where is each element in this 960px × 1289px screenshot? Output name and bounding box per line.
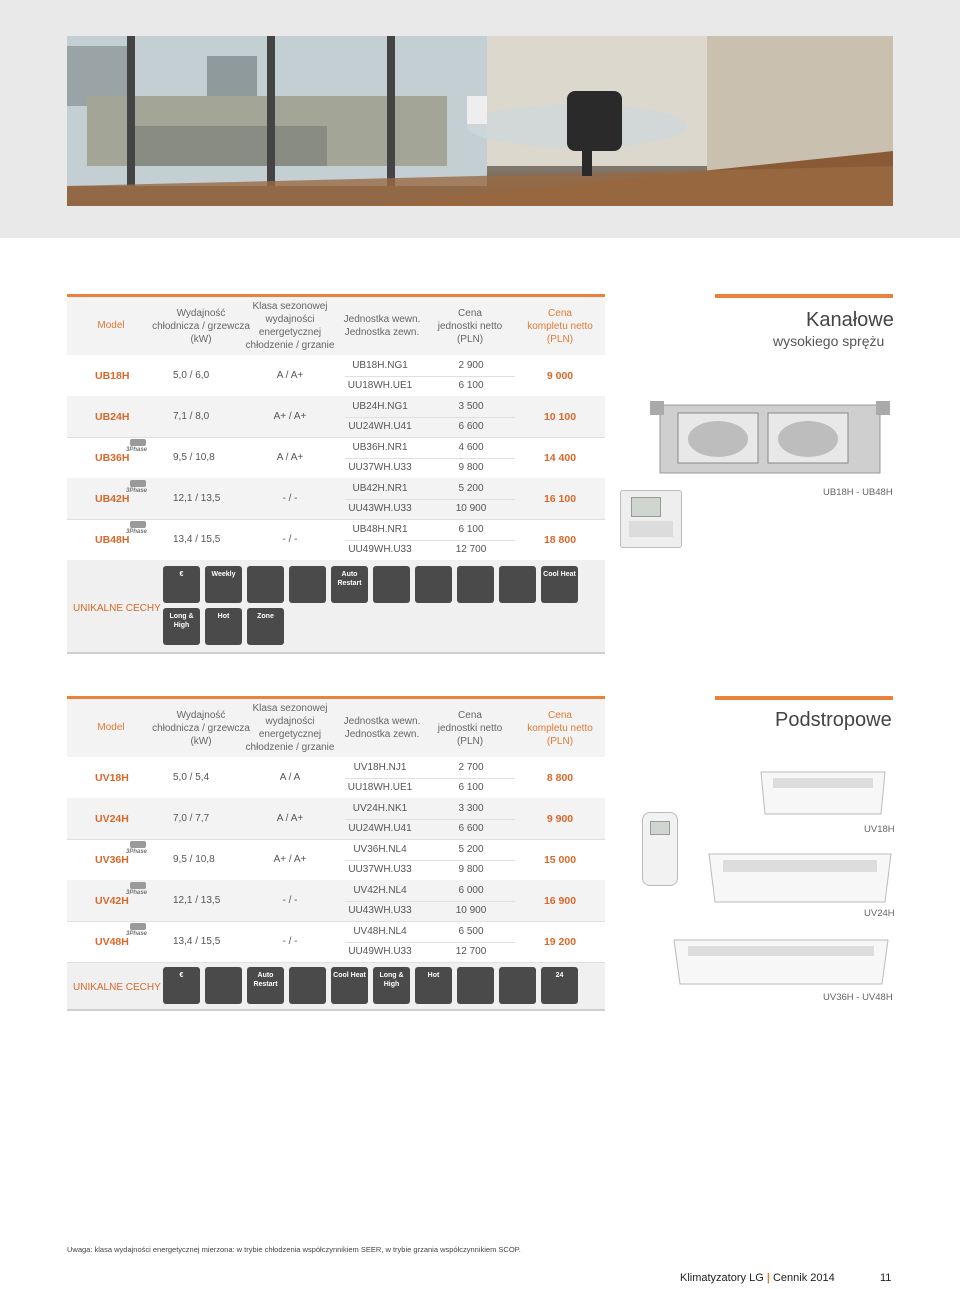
features-label: UNIKALNE CECHY: [73, 982, 161, 993]
cool-heat-icon: Cool Heat: [541, 566, 578, 603]
table-row-indoor-unit: UB24H.NG1: [352, 401, 408, 412]
header-energy-class: Klasa sezonowej wydajności energetycznej chłodzenie / grzanie: [245, 301, 335, 351]
table-row-indoor-price: 4 600: [458, 442, 484, 453]
thermometer-icon: [499, 566, 536, 603]
table-row-model: UV18H: [95, 772, 129, 784]
table-row-model: UB42H: [95, 493, 130, 505]
row-divider: [345, 540, 515, 541]
header-capacity: Wydajność chłodnicza / grzewcza (kW): [152, 308, 250, 345]
table-row-capacity: 9,5 / 10,8: [173, 854, 215, 865]
footer: [680, 1272, 835, 1284]
title-accent-bar: [715, 696, 893, 700]
table-row-energy-class: A / A+: [276, 813, 304, 824]
table-row-outdoor-unit: UU43WH.U33: [348, 905, 412, 916]
section-subtitle: wysokiego sprężu: [773, 333, 885, 349]
table-row-outdoor-price: 10 900: [455, 503, 487, 514]
header-capacity: Wydajność chłodnicza / grzewcza (kW): [152, 710, 250, 747]
table-row-outdoor-unit: UU18WH.UE1: [347, 782, 413, 793]
table-row-energy-class: - / -: [282, 493, 298, 504]
table-row-indoor-price: 6 100: [458, 524, 484, 535]
table-row-energy-class: - / -: [282, 534, 298, 545]
table-row-set-price: 15 000: [543, 854, 577, 866]
header-units: Jednostka wewn. Jednostka zewn.: [343, 314, 421, 338]
office-photo: [67, 36, 893, 206]
table-row-indoor-price: 3 500: [458, 401, 484, 412]
table-row-outdoor-unit: UU24WH.U41: [348, 823, 412, 834]
page-number: 11: [880, 1272, 892, 1284]
table-row-model: UV48H: [95, 936, 129, 948]
header-model: Model: [97, 722, 125, 733]
table-row-indoor-price: 2 700: [458, 762, 484, 773]
table-row-model: UV36H: [95, 854, 129, 866]
cool-heat-icon: Cool Heat: [331, 967, 368, 1004]
three-phase-icon: 3Phase: [126, 841, 150, 857]
table-row-indoor-price: 5 200: [458, 844, 484, 855]
table-row-model: UB48H: [95, 534, 130, 546]
header-energy-class: Klasa sezonowej wydajności energetycznej chłodzenie / grzanie: [245, 703, 335, 753]
table-row-outdoor-price: 9 800: [458, 462, 484, 473]
energy-euro-icon: €: [163, 566, 200, 603]
row-divider: [345, 860, 515, 861]
ceiling-unit-uv18h-image: [757, 766, 889, 818]
ceiling-unit-uv48h-image: [670, 934, 892, 990]
table-row-model: UB36H: [95, 452, 130, 464]
table-row-indoor-unit: UB48H.NR1: [352, 524, 408, 535]
table-row-outdoor-price: 6 600: [458, 421, 484, 432]
table-row-capacity: 7,1 / 8,0: [173, 411, 210, 422]
energy-euro-icon: €: [163, 967, 200, 1004]
no-drain-icon: [205, 967, 242, 1004]
row-divider: [345, 458, 515, 459]
table-row-outdoor-unit: UU37WH.U33: [348, 462, 412, 473]
table-row-indoor-price: 6 500: [458, 926, 484, 937]
table-row-energy-class: A / A: [279, 772, 301, 783]
table-row-capacity: 9,5 / 10,8: [173, 452, 215, 463]
remote-controller-image: [642, 812, 678, 886]
table-row-outdoor-unit: UU43WH.U33: [348, 503, 412, 514]
table-row-energy-class: A+ / A+: [273, 854, 307, 865]
long-high-icon: Long & High: [163, 608, 200, 645]
table-row-set-price: 14 400: [543, 452, 577, 464]
table-row-indoor-unit: UV48H.NL4: [353, 926, 407, 937]
auto-restart-icon: Auto Restart: [247, 967, 284, 1004]
table-row-outdoor-price: 12 700: [455, 544, 487, 555]
table-row-set-price: 18 800: [543, 534, 577, 546]
features-bottom-border: [67, 652, 605, 654]
three-phase-icon: 3Phase: [126, 521, 150, 537]
table-row-outdoor-unit: UU49WH.U33: [348, 544, 412, 555]
table-row-model: UV24H: [95, 813, 129, 825]
table-row-set-price: 19 200: [543, 936, 577, 948]
group-control-icon: [289, 967, 326, 1004]
table-row-indoor-price: 3 300: [458, 803, 484, 814]
drain-pump-icon: [247, 566, 284, 603]
three-phase-icon: 3Phase: [126, 923, 150, 939]
duct-unit-image: [648, 399, 890, 479]
hot-start-icon: Hot: [415, 967, 452, 1004]
table-row-outdoor-unit: UU24WH.U41: [348, 421, 412, 432]
weekly-timer-icon: Weekly: [205, 566, 242, 603]
central-control-icon: [415, 566, 452, 603]
table-header: [67, 699, 605, 757]
three-phase-icon: 3Phase: [126, 439, 150, 455]
header-unit-price: Cena jednostki netto (PLN): [437, 710, 503, 747]
product-caption-uv18h: UV18H: [864, 824, 895, 835]
row-border: [67, 839, 605, 840]
table-row-set-price: 8 800: [546, 772, 574, 784]
table-row-energy-class: - / -: [282, 895, 298, 906]
table-row-capacity: 12,1 / 13,5: [173, 493, 221, 504]
table-row-indoor-unit: UV24H.NK1: [352, 803, 408, 814]
table-row-set-price: 9 900: [546, 813, 574, 825]
footer-brand: Klimatyzatory LG: [680, 1272, 764, 1284]
child-lock-icon: [457, 566, 494, 603]
zone-control-icon: Zone: [247, 608, 284, 645]
row-divider: [345, 376, 515, 377]
table-row-set-price: 9 000: [546, 370, 574, 382]
table-row-capacity: 7,0 / 7,7: [173, 813, 210, 824]
hot-start-icon: Hot: [205, 608, 242, 645]
table-header: [67, 297, 605, 355]
wireless-remote-icon: [457, 967, 494, 1004]
header-set-price: Cena kompletu netto (PLN): [527, 308, 593, 345]
table-row-indoor-unit: UV18H.NJ1: [353, 762, 407, 773]
header-model: Model: [97, 320, 125, 331]
title-accent-bar: [715, 294, 893, 298]
row-divider: [345, 417, 515, 418]
table-row-energy-class: A / A+: [276, 452, 304, 463]
product-caption: UB18H - UB48H: [823, 487, 893, 498]
frost-protection-icon: [499, 967, 536, 1004]
product-caption-uv24h: UV24H: [864, 908, 895, 919]
table-row-outdoor-price: 6 600: [458, 823, 484, 834]
table-row-indoor-unit: UB42H.NR1: [352, 483, 408, 494]
table-row-capacity: 13,4 / 15,5: [173, 534, 221, 545]
row-border: [67, 921, 605, 922]
table-row-outdoor-unit: UU49WH.U33: [348, 946, 412, 957]
footer-divider: |: [766, 1272, 770, 1284]
row-divider: [345, 819, 515, 820]
table-row-indoor-unit: UV42H.NL4: [353, 885, 407, 896]
long-high-icon: Long & High: [373, 967, 410, 1004]
table-row-energy-class: A+ / A+: [273, 411, 307, 422]
table-row-energy-class: A / A+: [276, 370, 304, 381]
table-row-outdoor-price: 10 900: [455, 905, 487, 916]
row-border: [67, 519, 605, 520]
row-divider: [345, 778, 515, 779]
auto-restart-icon: Auto Restart: [331, 566, 368, 603]
row-divider: [345, 901, 515, 902]
header-set-price: Cena kompletu netto (PLN): [527, 710, 593, 747]
table-row-capacity: 13,4 / 15,5: [173, 936, 221, 947]
table-row-indoor-unit: UB36H.NR1: [352, 442, 408, 453]
footnote: Uwaga: klasa wydajności energetycznej mierzona: w trybie chłodzenia współczynnikiem SEER, w trybie grzania współczynnikiem SCOP.: [67, 1245, 521, 1254]
table-row-indoor-price: 2 900: [458, 360, 484, 371]
table-row-outdoor-price: 9 800: [458, 864, 484, 875]
group-control-icon: [373, 566, 410, 603]
three-phase-icon: 3Phase: [126, 882, 150, 898]
header-unit-price: Cena jednostki netto (PLN): [437, 308, 503, 345]
three-phase-icon: 3Phase: [126, 480, 150, 496]
table-row-indoor-unit: UV36H.NL4: [353, 844, 407, 855]
section-title-kanalowe: Kanałowe: [806, 309, 894, 331]
table-row-outdoor-price: 6 100: [458, 380, 484, 391]
features-label: UNIKALNE CECHY: [73, 603, 161, 614]
table-row-outdoor-price: 6 100: [458, 782, 484, 793]
table-row-set-price: 10 100: [543, 411, 577, 423]
footer-catalog: Cennik 2014: [772, 1272, 835, 1284]
remote-controller-image: [620, 490, 682, 548]
row-border: [67, 437, 605, 438]
product-caption-uv36h-uv48h: UV36H - UV48H: [823, 992, 893, 1003]
row-divider: [345, 499, 515, 500]
table-row-model: UB24H: [95, 411, 130, 423]
table-row-indoor-price: 5 200: [458, 483, 484, 494]
table-row-energy-class: - / -: [282, 936, 298, 947]
table-row-model: UB18H: [95, 370, 130, 382]
table-row-capacity: 5,0 / 5,4: [173, 772, 210, 783]
table-row-indoor-price: 6 000: [458, 885, 484, 896]
row-shade: [67, 798, 605, 839]
no-drain-icon: [289, 566, 326, 603]
features-bottom-border: [67, 1009, 605, 1011]
table-row-outdoor-unit: UU37WH.U33: [348, 864, 412, 875]
table-row-indoor-unit: UB18H.NG1: [352, 360, 408, 371]
hero-background: [0, 0, 960, 238]
section-title-podstropowe: Podstropowe: [775, 709, 892, 731]
row-shade: [67, 396, 605, 437]
table-row-capacity: 12,1 / 13,5: [173, 895, 221, 906]
table-row-set-price: 16 100: [543, 493, 577, 505]
24h-timer-icon: 24: [541, 967, 578, 1004]
header-units: Jednostka wewn. Jednostka zewn.: [343, 716, 421, 740]
table-row-outdoor-unit: UU18WH.UE1: [347, 380, 413, 391]
table-row-outdoor-price: 12 700: [455, 946, 487, 957]
row-divider: [345, 942, 515, 943]
table-row-set-price: 16 900: [543, 895, 577, 907]
ceiling-unit-uv24h-image: [705, 848, 895, 908]
table-row-model: UV42H: [95, 895, 129, 907]
table-row-capacity: 5,0 / 6,0: [173, 370, 210, 381]
